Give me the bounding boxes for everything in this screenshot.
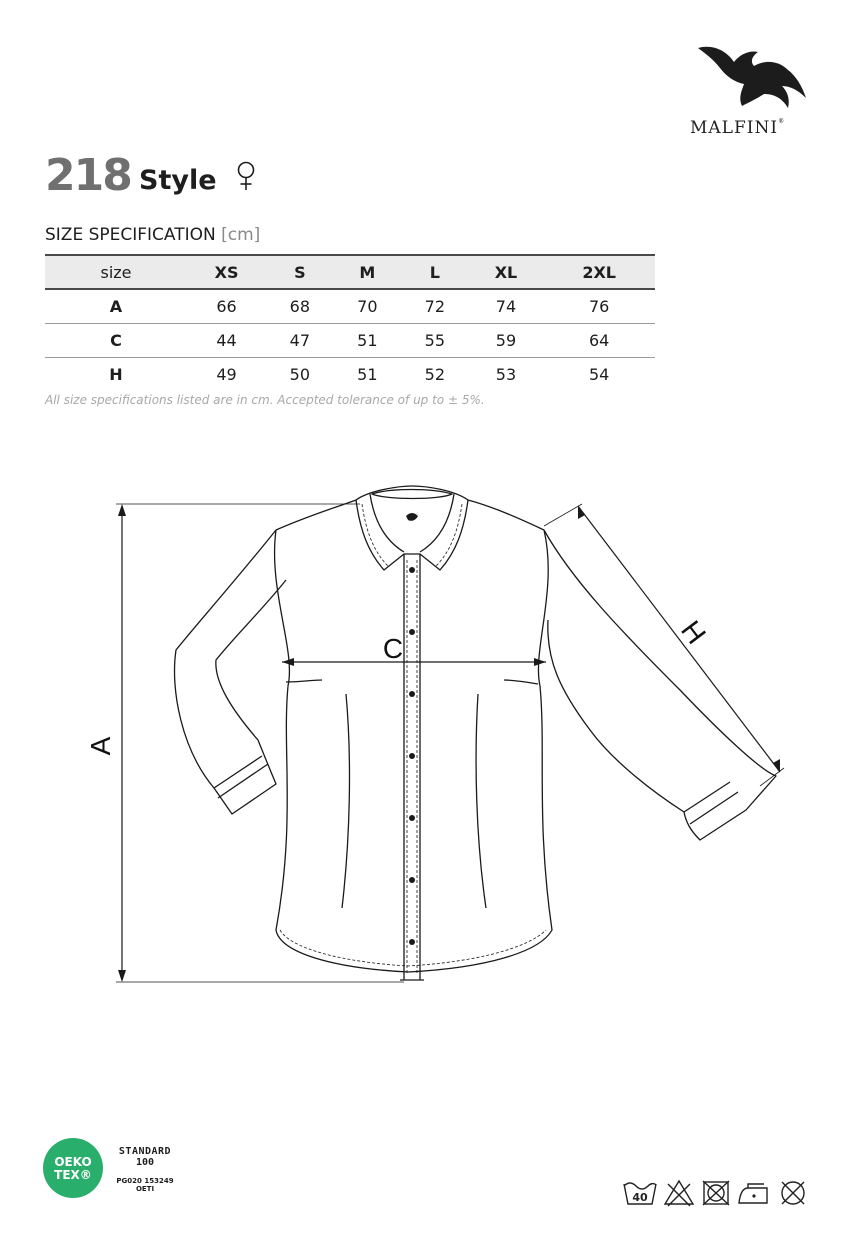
- table-cell: 55: [424, 330, 446, 350]
- oeko-tex-badge: [43, 1138, 103, 1198]
- size-spec-title: [45, 225, 260, 245]
- row-label: A: [109, 296, 123, 316]
- table-row: [45, 323, 655, 357]
- oeko-tex-line2: TEX®: [54, 1168, 92, 1182]
- table-cell: 49: [216, 364, 237, 384]
- header-size: XL: [494, 262, 518, 282]
- table-cell: 53: [495, 364, 517, 384]
- table-cell: 59: [495, 330, 517, 350]
- table-row: [45, 357, 655, 391]
- certification-text: [105, 1146, 185, 1193]
- table-cell: 76: [588, 296, 610, 316]
- shirt-outline: [175, 486, 776, 980]
- header-size: L: [429, 262, 440, 282]
- wash-temperature: 40: [632, 1191, 648, 1204]
- oeko-tex-line1: OEKO: [54, 1155, 92, 1169]
- tolerance-note: All size specifications listed are in cm. Accepted tolerance of up to ± 5%.: [45, 393, 485, 407]
- table-cell: 74: [495, 296, 517, 316]
- cert-standard: STANDARD: [118, 1146, 172, 1157]
- table-cell: 47: [289, 330, 311, 350]
- inner-label: [406, 513, 418, 521]
- header-size: M: [359, 262, 376, 282]
- do-not-bleach-icon: [662, 1176, 696, 1208]
- table-cell: 52: [424, 364, 446, 384]
- brand-name: MALFINI®: [690, 118, 786, 138]
- shirt-technical-drawing: [0, 460, 856, 1000]
- do-not-dry-clean-icon: [776, 1176, 810, 1208]
- dimension-label-a: A: [85, 736, 116, 756]
- header-size: XS: [214, 262, 239, 282]
- shirt-buttons: [409, 567, 415, 945]
- size-table: [45, 254, 655, 391]
- table-cell: 50: [289, 364, 311, 384]
- row-label: C: [110, 330, 122, 350]
- wash-40-icon: [620, 1176, 660, 1208]
- cert-institute: OETI: [135, 1185, 155, 1193]
- care-instructions: [620, 1176, 820, 1208]
- shirt-stitching: [280, 504, 546, 975]
- dimension-label-c: C: [382, 633, 404, 664]
- eagle-icon: [692, 40, 812, 114]
- header-size: 2XL: [582, 262, 616, 282]
- malfini-logo: [688, 40, 818, 140]
- iron-low-icon: [736, 1176, 770, 1208]
- table-cell: 70: [357, 296, 378, 316]
- table-cell: 51: [357, 364, 378, 384]
- female-symbol-icon: [235, 160, 257, 192]
- table-cell: 66: [216, 296, 237, 316]
- cert-code: PG020 153249: [116, 1177, 174, 1185]
- header-size-label: size: [100, 262, 132, 282]
- dimension-lines: [116, 504, 784, 982]
- product-name: Style: [139, 165, 217, 196]
- size-spec-unit: [cm]: [221, 225, 261, 245]
- table-header-row: [45, 255, 655, 289]
- table-cell: 72: [424, 296, 446, 316]
- header-size: S: [294, 262, 306, 282]
- table-row: [45, 289, 655, 323]
- row-label: H: [109, 364, 123, 384]
- table-cell: 51: [357, 330, 378, 350]
- table-cell: 44: [216, 330, 237, 350]
- cert-number: 100: [135, 1157, 155, 1168]
- do-not-tumble-dry-icon: [700, 1176, 732, 1208]
- size-spec-title-text: SIZE SPECIFICATION: [45, 225, 216, 245]
- dimension-label-h: H: [675, 614, 713, 650]
- product-number: 218: [45, 150, 131, 201]
- table-cell: 64: [588, 330, 610, 350]
- table-cell: 68: [289, 296, 311, 316]
- table-cell: 54: [588, 364, 610, 384]
